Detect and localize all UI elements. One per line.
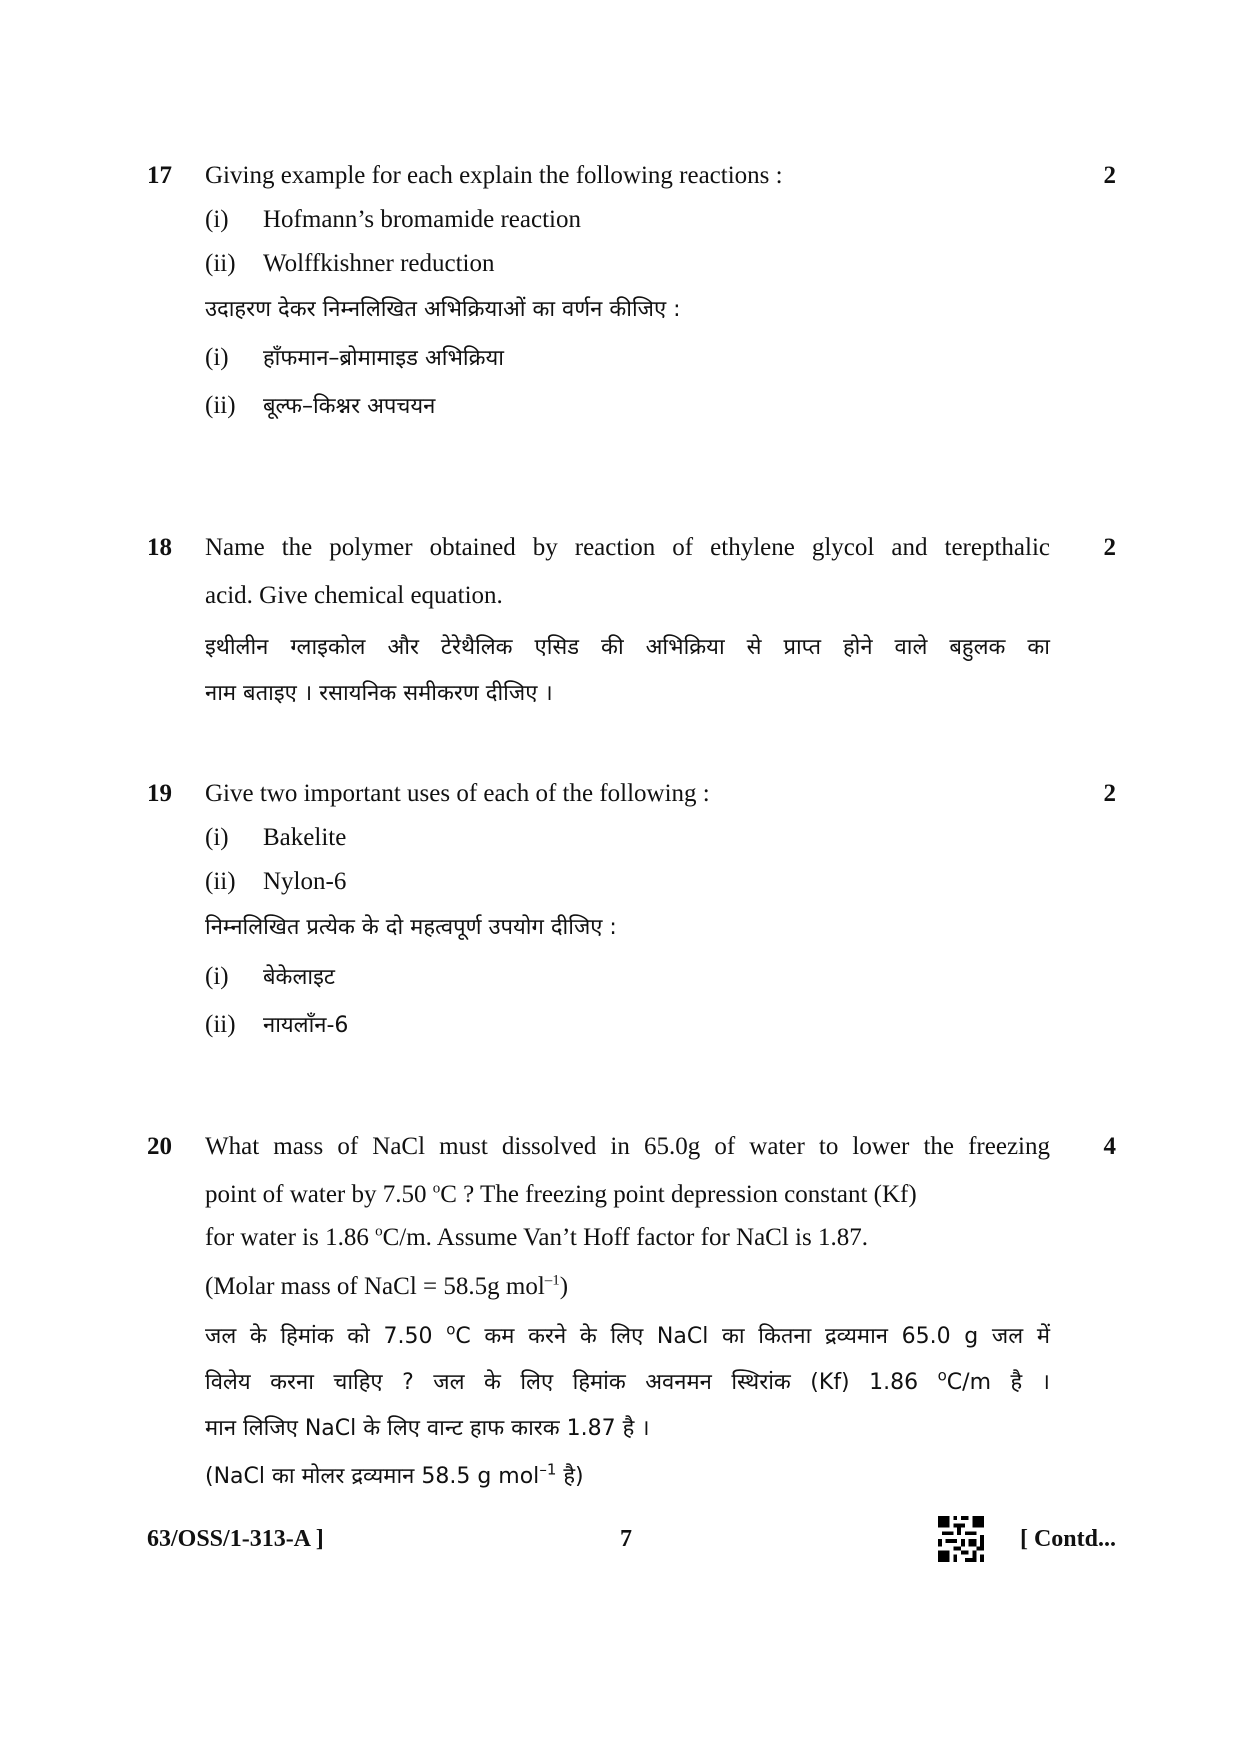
text-segment: विलेय करना चाहिए ? जल के लिए हिमांक अवनमन स्थिरांक (Kf) 1.86 [205,1370,938,1395]
question-marks: 2 [1103,534,1116,561]
question-number: 17 [147,162,172,189]
sub-label: (ii) [205,868,236,895]
continued-label: [ Contd... [1019,1526,1116,1552]
page-footer [0,1526,1240,1566]
text-segment: C ? The freezing point depression constant (Kf) [440,1181,917,1208]
sub-label: (ii) [205,1011,236,1038]
text-segment: C/m. Assume Van’t Hoff factor for NaCl is 1.87. [382,1224,868,1251]
question-text-hi [205,1322,1050,1352]
sub-label: (i) [205,963,229,990]
sub-item [205,823,346,853]
sub-item [205,391,435,422]
question-number: 19 [147,780,172,807]
degree-sign: o [446,1320,456,1339]
sub-item [205,1010,348,1041]
question-marks: 2 [1103,780,1116,807]
sub-text: बेकेलाइट [263,965,335,990]
text-segment: C/m है । [946,1370,1050,1395]
degree-sign: o [937,1366,947,1385]
degree-sign: o [432,1180,441,1197]
sub-label: (ii) [205,250,236,277]
question-text-en [205,1272,568,1302]
superscript: –1 [539,1460,557,1479]
question-text-hi: निम्नलिखित प्रत्येक के दो महत्वपूर्ण उपयोग दीजिए : [205,915,617,940]
degree-sign: o [375,1223,383,1240]
question-text-hi: उदाहरण देकर निम्नलिखित अभिक्रियाओं का वर्णन कीजिए : [205,297,681,322]
question-text-en: Give two important uses of each of the following : [205,780,710,807]
question-text-en: Giving example for each explain the following reactions : [205,162,783,189]
question-marks: 2 [1103,162,1116,189]
sub-label: (i) [205,206,229,233]
question-number: 18 [147,534,172,561]
question-text-hi [205,1462,584,1492]
sub-text: नायलाँन-6 [263,1013,349,1038]
question-text-en: What mass of NaCl must dissolved in 65.0g of water to lower the freezing [205,1133,1050,1160]
question-text-en: acid. Give chemical equation. [205,582,503,609]
sub-item [205,962,335,993]
text-segment: ) [559,1273,569,1300]
sub-text: हाँफमान–ब्रोमामाइड अभिक्रिया [263,346,504,371]
text-segment: (Molar mass of NaCl = 58.5g mol [205,1273,545,1300]
question-text-hi: मान लिजिए NaCl के लिए वान्ट हाफ कारक 1.87 है । [205,1416,650,1441]
page-number: 7 [620,1526,632,1552]
text-segment: point of water by 7.50 [205,1181,433,1208]
sub-label: (i) [205,344,229,371]
question-text-en: Name the polymer obtained by reaction of ethylene glycol and terepthalic [205,534,1050,561]
paper-code: 63/OSS/1-313-A ] [147,1526,324,1552]
sub-text: Bakelite [263,824,347,851]
text-segment: है) [556,1464,584,1489]
sub-item [205,343,504,374]
sub-text: बूल्फ–किश्नर अपचयन [263,394,436,419]
sub-label: (ii) [205,392,236,419]
sub-item [205,867,346,897]
question-text-en [205,1180,917,1210]
question-text-hi: इथीलीन ग्लाइकोल और टेरेथैलिक एसिड की अभिक्रिया से प्राप्त होने वाले बहुलक का [205,635,1050,660]
question-marks: 4 [1103,1133,1116,1160]
text-segment: C कम करने के लिए NaCl का कितना द्रव्यमान 65.0 g जल में [455,1324,1050,1349]
text-segment: for water is 1.86 [205,1224,376,1251]
sub-text: Nylon-6 [263,868,347,895]
sub-text: Hofmann’s bromamide reaction [263,206,581,233]
sub-item [205,249,495,279]
question-text-hi: नाम बताइए । रसायनिक समीकरण दीजिए । [205,681,553,706]
superscript: –1 [544,1272,560,1289]
question-text-en [205,1223,868,1253]
qr-code-icon [938,1516,984,1562]
text-segment: (NaCl का मोलर द्रव्यमान 58.5 g mol [205,1464,540,1489]
sub-item [205,205,581,235]
question-number: 20 [147,1133,172,1160]
text-segment: जल के हिमांक को 7.50 [205,1324,447,1349]
question-text-hi [205,1368,1050,1398]
sub-label: (i) [205,824,229,851]
sub-text: Wolffkishner reduction [263,250,495,277]
